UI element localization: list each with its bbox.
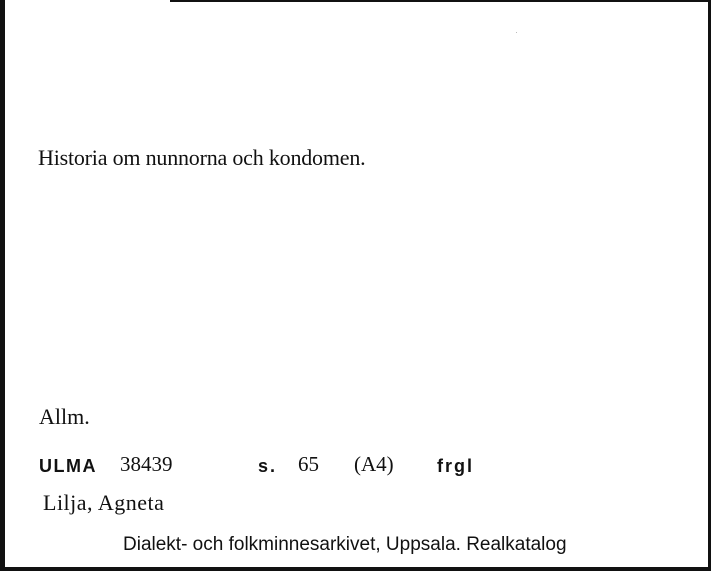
card-border-left bbox=[0, 0, 5, 571]
record-number: 38439 bbox=[120, 452, 173, 476]
pages-label: s. bbox=[258, 456, 278, 476]
archive-footer: Dialekt- och folkminnesarkivet, Uppsala. Realkatalog bbox=[123, 534, 567, 555]
abbreviation: frgl bbox=[437, 456, 474, 476]
card-category: Allm. bbox=[39, 404, 90, 429]
card-border-top bbox=[170, 0, 711, 2]
paper-format: (A4) bbox=[354, 452, 394, 476]
card-border-bottom bbox=[0, 567, 711, 571]
card-title: Historia om nunnorna och kondomen. bbox=[38, 145, 366, 170]
scan-speck bbox=[516, 32, 517, 33]
reference-row bbox=[0, 450, 711, 480]
page-count: 65 bbox=[298, 452, 319, 476]
informant-name: Lilja, Agneta bbox=[43, 490, 165, 515]
archive-code: ULMA bbox=[39, 456, 97, 476]
